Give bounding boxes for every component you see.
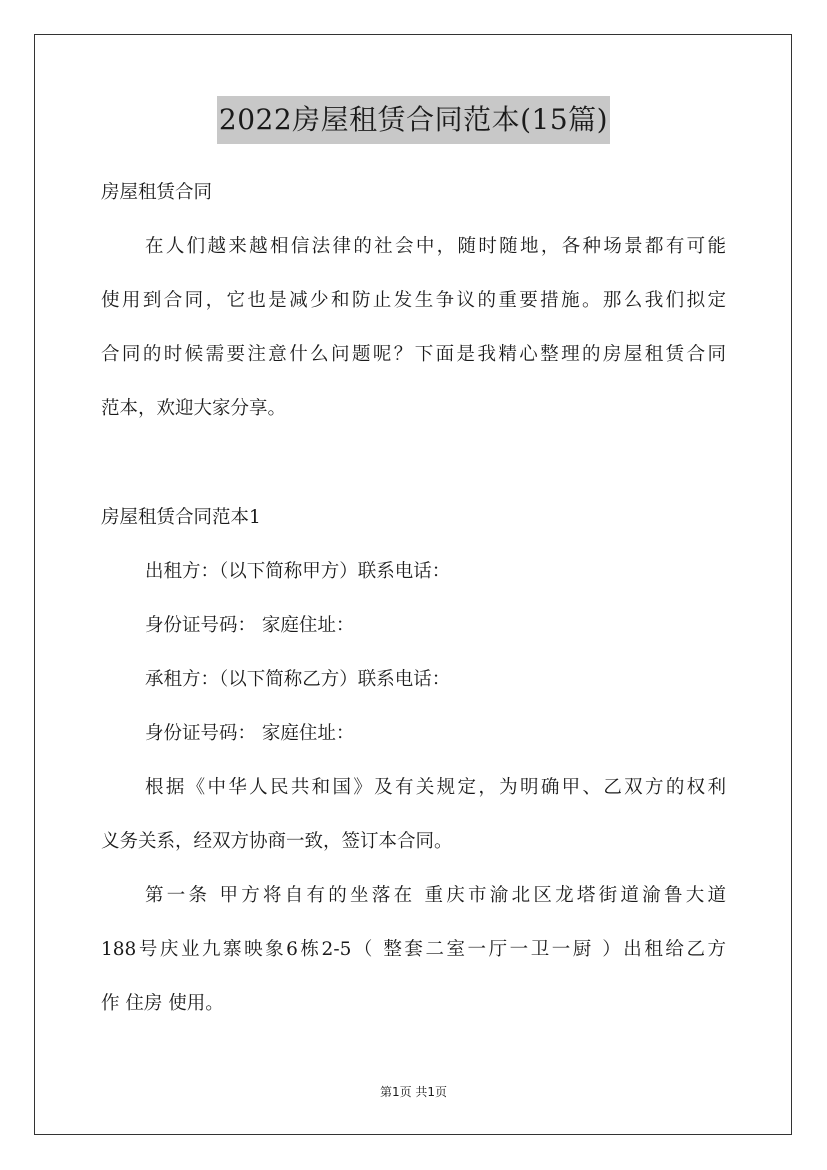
document-title: 2022房屋租赁合同范本(15篇) — [217, 96, 610, 144]
paragraph-line: 作 住房 使用。 — [101, 993, 224, 1014]
page-footer: 第1页 共1页 — [379, 1085, 448, 1099]
title-container — [0, 96, 827, 144]
paragraph-line: 范本，欢迎大家分享。 — [101, 398, 287, 419]
section-heading: 房屋租赁合同范本1 — [101, 507, 261, 528]
paragraph-line: 第一条 甲方将自有的坐落在 重庆市渝北区龙塔街道渝鲁大道 — [145, 885, 726, 906]
paragraph-line: 188号庆业九寨映象6栋2-5（ 整套二室一厅一卫一厨 ）出租给乙方 — [101, 939, 726, 960]
paragraph-line: 出租方：（以下简称甲方）联系电话： — [145, 561, 451, 582]
section-heading: 房屋租赁合同 — [101, 182, 213, 203]
paragraph-line: 合同的时候需要注意什么问题呢？下面是我精心整理的房屋租赁合同 — [101, 344, 726, 365]
paragraph-line: 在人们越来越相信法律的社会中，随时随地，各种场景都有可能 — [145, 236, 726, 257]
paragraph-line: 根据《中华人民共和国》及有关规定，为明确甲、乙双方的权利 — [145, 777, 726, 798]
paragraph-line: 承租方：（以下简称乙方）联系电话： — [145, 669, 451, 690]
paragraph-line: 身份证号码： 家庭住址： — [145, 615, 355, 636]
paragraph-line: 义务关系，经双方协商一致，签订本合同。 — [101, 831, 453, 852]
paragraph-line: 身份证号码： 家庭住址： — [145, 723, 355, 744]
paragraph-line: 使用到合同，它也是减少和防止发生争议的重要措施。那么我们拟定 — [101, 290, 726, 311]
